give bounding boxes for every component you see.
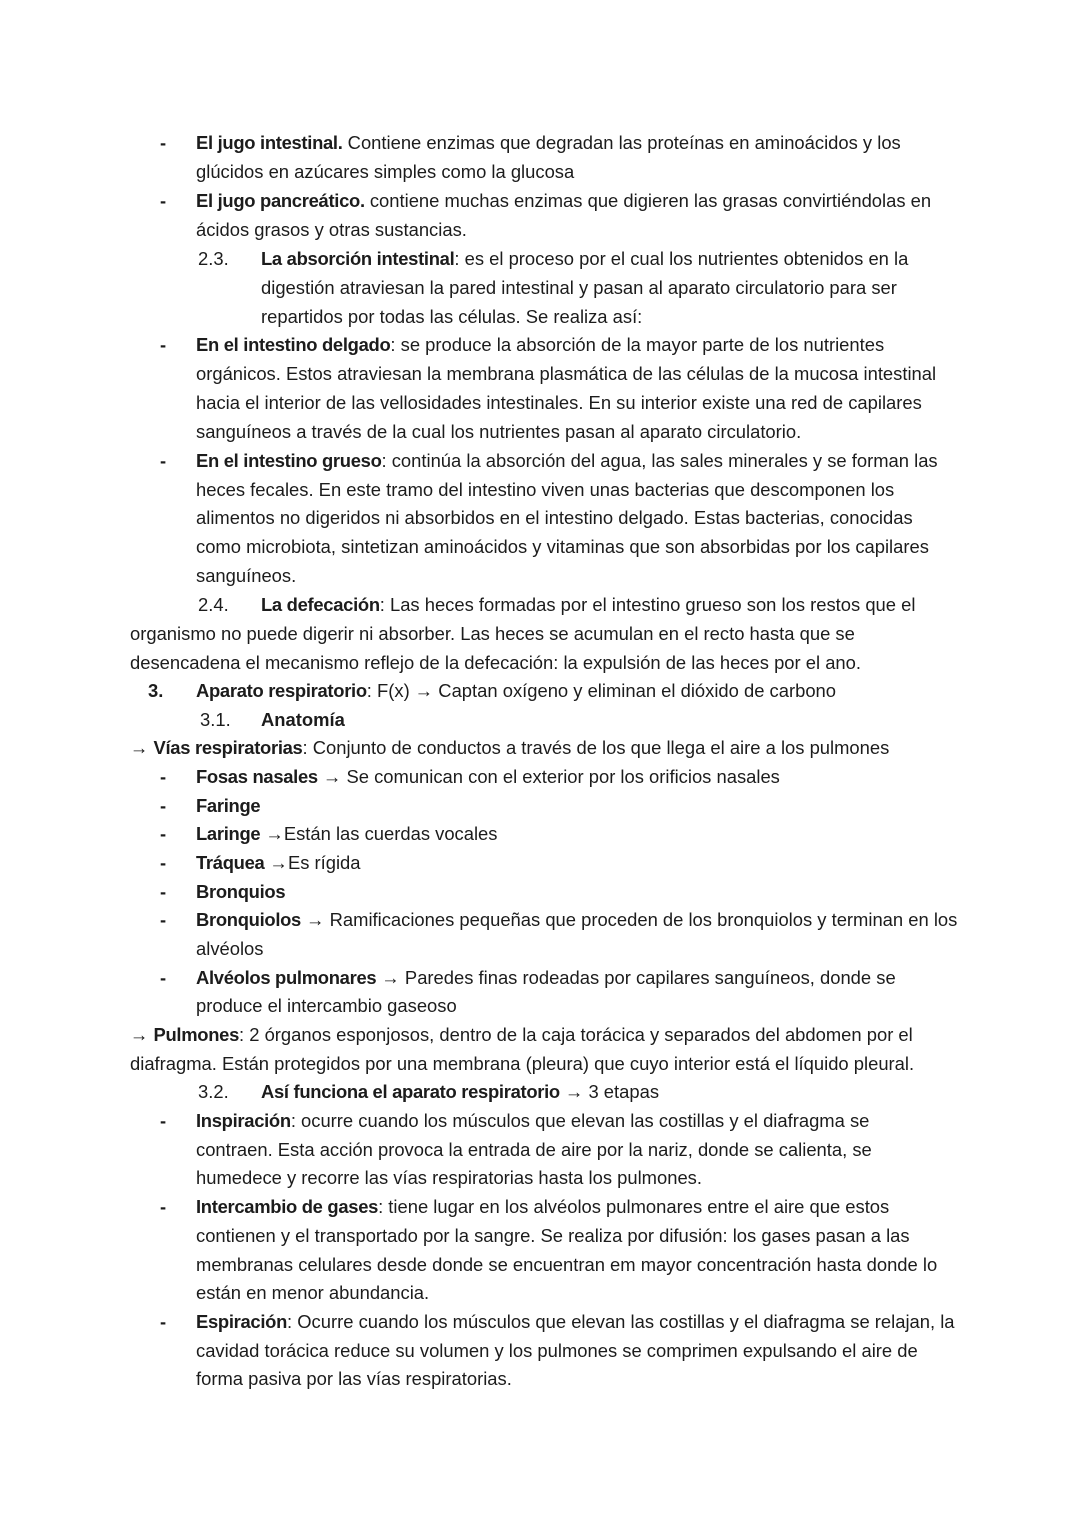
inspiration-line3: humedece y recorre las vías respiratorias hasta los pulmones. — [196, 1167, 702, 1188]
airway-bronchioles-line2: alvéolos — [196, 938, 264, 959]
small-intestine-line1: En el intestino delgado: se produce la absorción de la mayor parte de los nutrientes — [196, 334, 885, 355]
gas-exchange-line4: están en menor abundancia. — [196, 1282, 430, 1303]
small-intestine-term: En el intestino delgado — [196, 334, 391, 355]
respiratory-heading: Aparato respiratorio — [196, 680, 367, 701]
bullet-dash: - — [160, 823, 167, 844]
respiratory-number: 3. — [148, 680, 164, 701]
absorption-line3: repartidos por todas las células. Se realiza así: — [261, 306, 643, 327]
inspiration-line1: Inspiración: ocurre cuando los músculos que elevan las costillas y el diafragma se — [196, 1110, 870, 1131]
airway-bronchi: Bronquios — [196, 881, 286, 902]
lungs-term: Pulmones — [153, 1024, 240, 1045]
defecation-line3: desencadena el mecanismo reflejo de la defecación: la expulsión de las heces por el ano. — [130, 652, 861, 673]
bullet-dash: - — [160, 795, 167, 816]
gas-exchange-line3: membranas celulares desde donde se encuentran em mayor concentración hasta donde lo — [196, 1254, 938, 1275]
how-it-works-number: 3.2. — [198, 1081, 229, 1102]
lungs-line1: → Pulmones: 2 órganos esponjosos, dentro de la caja torácica y separados del abdomen por el — [130, 1024, 913, 1045]
large-intestine-line3: alimentos no digeridos ni absorbidos en el intestino delgado. Estas bacterias, conocidas — [196, 507, 913, 528]
expiration-term: Espiración — [196, 1311, 288, 1332]
how-it-works-line: Así funciona el aparato respiratorio → 3 etapas — [261, 1081, 660, 1102]
expiration-line1: Espiración: Ocurre cuando los músculos que elevan las costillas y el diafragma se relajan, la — [196, 1311, 955, 1332]
large-intestine-line4: como microbiota, sintetizan aminoácidos y vitaminas que son absorbidas por los capilares — [196, 536, 929, 557]
defecation-number: 2.4. — [198, 594, 229, 615]
arrow-icon: → — [130, 737, 149, 758]
lungs-line2: diafragma. Están protegidos por una membrana (pleura) que cuyo interior está el líquido pleural. — [130, 1053, 915, 1074]
bullet-dash: - — [160, 1110, 167, 1131]
pancreatic-juice-term: El jugo pancreático. — [196, 190, 365, 211]
airway-trachea: Tráquea →Es rígida — [196, 852, 361, 873]
small-intestine-line3: hacia el interior de las vellosidades intestinales. En su interior existe una red de capilares — [196, 392, 922, 413]
anatomy-heading: Anatomía — [261, 709, 345, 730]
inspiration-term: Inspiración — [196, 1110, 291, 1131]
defecation-line2: organismo no puede digerir ni absorber. Las heces se acumulan en el recto hasta que se — [130, 623, 855, 644]
airway-nasal: Fosas nasales → Se comunican con el exterior por los orificios nasales — [196, 766, 780, 787]
bullet-dash: - — [160, 1311, 167, 1332]
gas-exchange-line1: Intercambio de gases: tiene lugar en los alvéolos pulmonares entre el aire que estos — [196, 1196, 890, 1217]
absorption-number: 2.3. — [198, 248, 229, 269]
how-it-works-heading: Así funciona el aparato respiratorio — [261, 1081, 560, 1102]
intestinal-juice-line1: El jugo intestinal. Contiene enzimas que degradan las proteínas en aminoácidos y los — [196, 132, 901, 153]
airway-alveoli-line2: produce el intercambio gaseoso — [196, 995, 457, 1016]
anatomy-number: 3.1. — [200, 709, 231, 730]
airways-line: → Vías respiratorias: Conjunto de conductos a través de los que llega el aire a los pulmones — [130, 737, 890, 758]
bullet-dash: - — [160, 852, 167, 873]
absorption-heading: La absorción intestinal — [261, 248, 455, 269]
bullet-dash: - — [160, 766, 167, 787]
gas-exchange-term: Intercambio de gases — [196, 1196, 379, 1217]
bullet-dash: - — [160, 132, 167, 153]
bullet-dash: - — [160, 190, 167, 211]
bullet-dash: - — [160, 909, 167, 930]
expiration-line2: cavidad torácica reduce su volumen y los pulmones se comprimen expulsando el aire de — [196, 1340, 918, 1361]
airway-alveoli-line1: Alvéolos pulmonares → Paredes finas rodeadas por capilares sanguíneos, donde se — [196, 967, 896, 988]
intestinal-juice-term: El jugo intestinal. — [196, 132, 343, 153]
bullet-dash: - — [160, 967, 167, 988]
pancreatic-juice-line1: El jugo pancreático. contiene muchas enzimas que digieren las grasas convirtiéndolas en — [196, 190, 932, 211]
expiration-line3: forma pasiva por las vías respiratorias. — [196, 1368, 512, 1389]
absorption-line1: La absorción intestinal: es el proceso por el cual los nutrientes obtenidos en la — [261, 248, 909, 269]
pancreatic-juice-line2: ácidos grasos y otras sustancias. — [196, 219, 467, 240]
bullet-dash: - — [160, 334, 167, 355]
intestinal-juice-line2: glúcidos en azúcares simples como la glucosa — [196, 161, 575, 182]
arrow-icon: → — [130, 1024, 149, 1045]
defecation-heading: La defecación — [261, 594, 380, 615]
absorption-line2: digestión atraviesan la pared intestinal y pasan al aparato circulatorio para ser — [261, 277, 897, 298]
inspiration-line2: contraen. Esta acción provoca la entrada de aire por la nariz, donde se calienta, se — [196, 1139, 872, 1160]
bullet-dash: - — [160, 450, 167, 471]
large-intestine-line5: sanguíneos. — [196, 565, 297, 586]
airway-larynx: Laringe →Están las cuerdas vocales — [196, 823, 498, 844]
airways-term: Vías respiratorias — [153, 737, 303, 758]
airway-pharynx: Faringe — [196, 795, 261, 816]
bullet-dash: - — [160, 1196, 167, 1217]
airway-bronchioles-line1: Bronquiolos → Ramificaciones pequeñas que proceden de los bronquiolos y terminan en los — [196, 909, 958, 930]
small-intestine-line4: sanguíneos a través de la cual los nutrientes pasan al aparato circulatorio. — [196, 421, 802, 442]
defecation-line1: La defecación: Las heces formadas por el intestino grueso son los restos que el — [261, 594, 916, 615]
bullet-dash: - — [160, 881, 167, 902]
large-intestine-line2: heces fecales. En este tramo del intestino viven unas bacterias que descomponen los — [196, 479, 895, 500]
large-intestine-line1: En el intestino grueso: continúa la absorción del agua, las sales minerales y se forman las — [196, 450, 938, 471]
gas-exchange-line2: contienen y el transportado por la sangre. Se realiza por difusión: los gases pasan a las — [196, 1225, 910, 1246]
small-intestine-line2: orgánicos. Estos atraviesan la membrana plasmática de las células de la mucosa intestinal — [196, 363, 937, 384]
large-intestine-term: En el intestino grueso — [196, 450, 382, 471]
respiratory-line1: Aparato respiratorio: F(x) → Captan oxígeno y eliminan el dióxido de carbono — [196, 680, 837, 701]
